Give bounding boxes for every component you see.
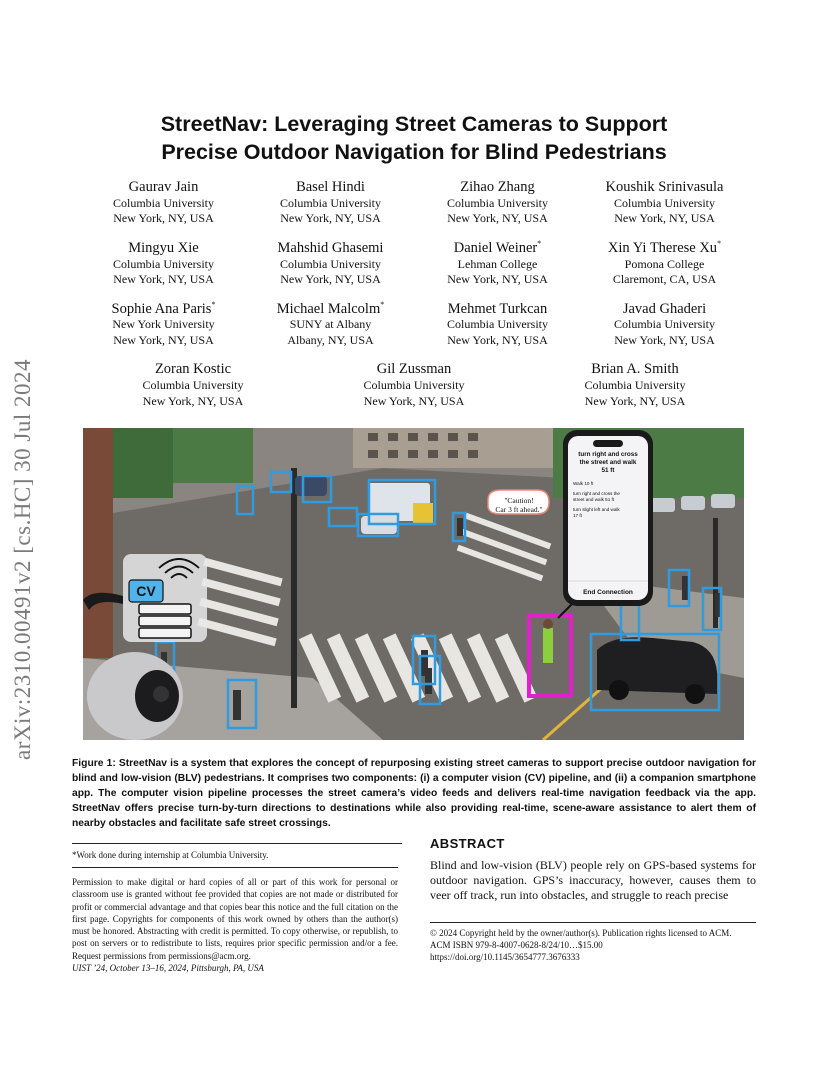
title-line-2: Precise Outdoor Navigation for Blind Pedestrians [161, 140, 667, 164]
bubble-line-2: Car 3 ft ahead." [495, 505, 543, 514]
paper-title [70, 110, 758, 166]
isbn-line: ACM ISBN 979-8-4007-0628-8/24/10…$15.00 [430, 939, 603, 950]
street-scene-illustration [83, 428, 744, 740]
phone-heading-3: 51 ft [601, 467, 615, 474]
tree-icon [113, 428, 173, 498]
author: Koushik Srinivasula Columbia University New York, NY, USA [605, 178, 724, 226]
permission-divider [72, 867, 398, 868]
phone-heading-1: turn right and cross [578, 451, 638, 458]
author-row-3 [80, 296, 748, 349]
figure-caption: Figure 1: StreetNav is a system that explores the concept of repurposing existing street cameras to support precise outdoor navigation for blind and low-vision (BLV) pedestrians. It comprises two components: (i) a computer vision (CV) pipeline, and (ii) a companion smartphone app. The computer vision pipeline processes the street camera’s video feeds and delivers real-time navigation feedback via the app. StreetNav offers precise turn-by-turn directions to destinations while also providing real-time, scene-aware assistance to alert them of nearby obstacles and facilitate safe street crossings. [72, 758, 756, 829]
author: Mahshid Ghasemi Columbia University New York, NY, USA [277, 239, 384, 287]
footnote: *Work done during internship at Columbia University. [72, 850, 269, 860]
author: Xin Yi Therese Xu* Pomona College Claremont, CA, USA [607, 238, 722, 287]
author: Brian A. Smith Columbia University New York, NY, USA [584, 361, 686, 408]
abstract-heading: ABSTRACT [430, 836, 505, 851]
author: Sophie Ana Paris* New York University New York, NY, USA [111, 299, 216, 347]
title-line-1: StreetNav: Leveraging Street Cameras to Support [160, 112, 668, 136]
abstract-section [430, 836, 756, 904]
author-row-2 [80, 235, 748, 288]
author: Javad Ghaderi Columbia University New York, NY, USA [614, 300, 715, 347]
teaser-figure [83, 428, 744, 740]
author: Gil Zussman Columbia University New York, NY, USA [363, 361, 465, 408]
copyright-line: © 2024 Copyright held by the owner/author(s). Publication rights licensed to ACM. [430, 928, 732, 938]
server-rack-icon [139, 604, 191, 638]
author: Michael Malcolm* SUNY at Albany Albany, NY, USA [276, 299, 385, 347]
footnote-divider [72, 843, 402, 844]
permission-notice: Permission to make digital or hard copies of all or part of this work for personal or classroom use is granted without fee provided that copies are not made or distributed for profit or commercial advantage and that copies bear this notice and the full citation on the first page. Copyrights for components of this work owned by others than the author(s) must be honored. Abstracting with credit is permitted. To copy otherwise, or republish, to post on servers or to redistribute to lists, requires prior specific permission and/or a fee. Request permissions from permissions@acm.org. [72, 877, 398, 961]
author: Zihao Zhang Columbia University New York, NY, USA [447, 178, 548, 226]
blind-pedestrian-icon [543, 628, 553, 663]
phone-step-2b: street and walk 51 ft [573, 497, 615, 502]
phone-step-3b: 17 ft [573, 513, 582, 518]
end-connection-button: End Connection [583, 589, 633, 596]
phone-step-2a: turn right and cross the [573, 491, 620, 496]
arxiv-identifier: arXiv:2310.00491v2 [cs.HC] 30 Jul 2024 [10, 358, 35, 760]
author-row-1 [80, 174, 748, 227]
author-row-4 [80, 356, 748, 409]
copyright-block [430, 922, 756, 963]
abstract-text: Blind and low-vision (BLV) people rely on GPS-based systems for outdoor navigation. GPS’s inaccuracy, however, causes them to veer off track, run into obstacles, and struggle to reach precise [430, 858, 756, 903]
author: Mingyu Xie Columbia University New York, NY, USA [113, 239, 214, 287]
brick-building-icon [83, 428, 113, 658]
author: Daniel Weiner* Lehman College New York, NY, USA [447, 238, 548, 287]
copyright-divider [430, 922, 756, 923]
author: Basel Hindi Columbia University New York, NY, USA [280, 178, 381, 226]
author: Mehmet Turkcan Columbia University New York, NY, USA [447, 300, 548, 347]
phone-heading-2: the street and walk [579, 459, 637, 466]
author-list [80, 174, 748, 417]
author: Gaurav Jain Columbia University New York, NY, USA [113, 178, 214, 226]
venue-line: UIST ’24, October 13–16, 2024, Pittsburgh, PA, USA [72, 963, 264, 974]
phone-step-1: Walk 10 ft [573, 481, 594, 486]
bubble-line-1: "Caution! [504, 496, 534, 505]
light-pole-icon [291, 468, 297, 708]
cv-label: CV [136, 583, 156, 599]
author: Zoran Kostic Columbia University New York, NY, USA [142, 361, 244, 408]
left-column-footer [72, 843, 398, 974]
doi-link[interactable]: https://doi.org/10.1145/3654777.3676333 [430, 951, 580, 962]
phone-step-3a: turn slight left and walk [573, 507, 620, 512]
